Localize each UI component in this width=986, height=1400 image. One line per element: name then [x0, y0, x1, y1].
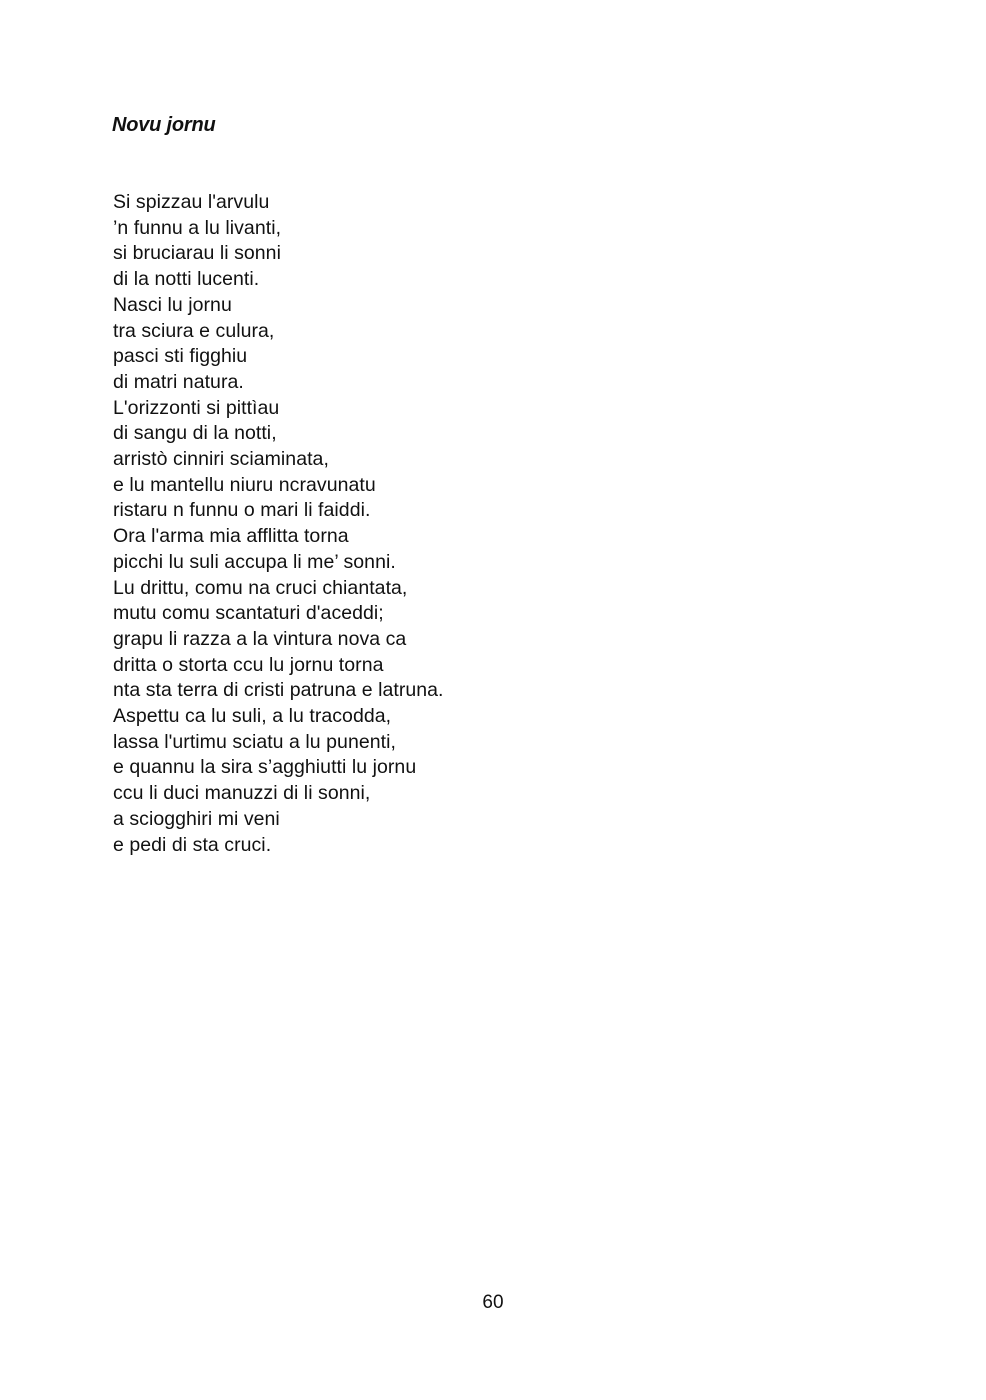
poem-line: tra sciura e culura,	[113, 319, 275, 342]
poem-line: e lu mantellu niuru ncravunatu	[113, 473, 376, 496]
poem-line: Aspettu ca lu suli, a lu tracodda,	[113, 705, 392, 728]
poem-line: nta sta terra di cristi patruna e latruna.	[113, 679, 444, 702]
poem-line: lassa l'urtimu sciatu a lu punenti,	[113, 730, 396, 753]
poem-line: picchi lu suli accupa li me’ sonni.	[113, 550, 396, 573]
poem-line: e quannu la sira s’agghiutti lu jornu	[113, 756, 417, 779]
poem-line: Nasci lu jornu	[113, 293, 232, 316]
poem-line: Ora l'arma mia afflitta torna	[113, 525, 349, 548]
poem-line: grapu li razza a la vintura nova ca	[113, 627, 407, 650]
poem-line: Si spizzau l'arvulu	[113, 191, 270, 213]
poem-title: Novu jornu	[112, 114, 216, 136]
poem-line: pasci sti figghiu	[113, 345, 248, 368]
poem-line: di matri natura.	[113, 370, 244, 393]
poem-line: si bruciarau li sonni	[113, 242, 281, 265]
poem-body	[113, 190, 444, 858]
poem-line: Lu drittu, comu na cruci chiantata,	[113, 576, 408, 599]
poem-line: ristaru n funnu o mari li faiddi.	[113, 499, 371, 522]
poem-line: ’n funnu a lu livanti,	[113, 216, 282, 239]
poem-line: di sangu di la notti,	[113, 422, 277, 445]
poem-line: ccu li duci manuzzi di li sonni,	[113, 782, 371, 805]
page-number: 60	[482, 1292, 504, 1313]
poem-line: L'orizzonti si pittìau	[113, 396, 280, 419]
poem-line: arristò cinniri sciaminata,	[113, 448, 329, 471]
poem-line: di la notti lucenti.	[113, 268, 260, 291]
poem-line: e pedi di sta cruci.	[113, 833, 272, 856]
poem-line: a sciogghiri mi veni	[113, 807, 280, 830]
poem-line: mutu comu scantaturi d'aceddi;	[113, 602, 384, 625]
poem-line: dritta o storta ccu lu jornu torna	[113, 653, 384, 676]
